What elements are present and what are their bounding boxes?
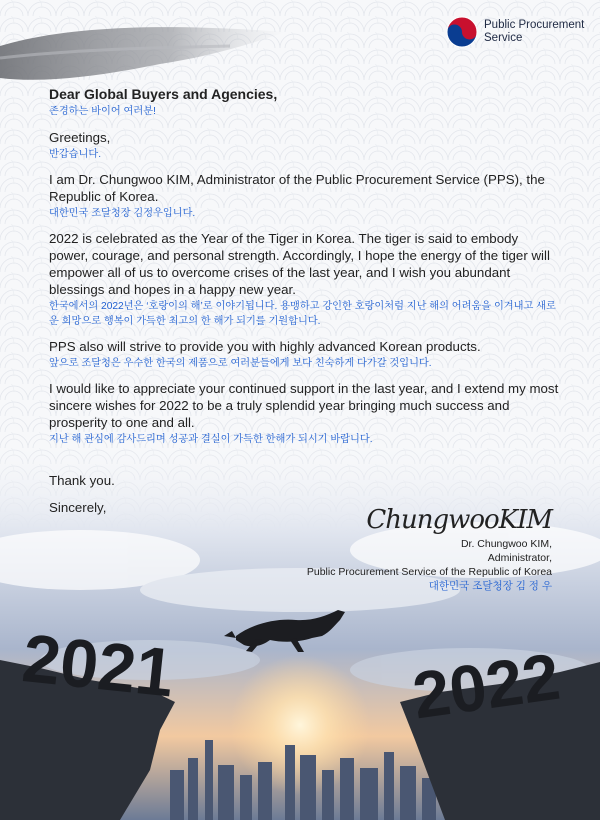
year-2022-text: 2022	[408, 638, 565, 733]
sincerely-text: Sincerely,	[49, 500, 107, 515]
paragraph-3	[49, 338, 559, 371]
taegeuk-logo-icon	[446, 16, 478, 48]
logo-line-1: Public Procurement	[484, 19, 585, 31]
paragraph-4-ko: 지난 해 관심에 감사드리며 성공과 결실이 가득한 한해가 되시기 바랍니다.	[49, 434, 373, 445]
signer-title: Administrator,	[487, 552, 552, 564]
salutation-block	[49, 86, 559, 119]
year-2021-text: 2021	[18, 620, 178, 712]
paragraph-4-en: I would like to appreciate your continued support in the last year, and I extend my most sincere wishes for 2022 to be a truly splendid year bringing much success and prosperity to one and all.	[49, 381, 559, 430]
letter-body	[49, 86, 559, 456]
paragraph-2-ko: 한국에서의 2022년은 ‘호랑이의 해’로 이야기됩니다. 용맹하고 강인한 호랑이처럼 지난 해의 어려움을 이겨내고 새로운 희망으로 행복이 가득한 최고의 한 해가 되기를 기원합니다.	[49, 301, 556, 327]
handwritten-signature: ChungwooKIM	[366, 505, 552, 535]
paragraph-2-en: 2022 is celebrated as the Year of the Tiger in Korea. The tiger is said to embody power, courage, and personal strength. Accordingly, I hope the energy of the tiger will empower all of us to overcome crises of the last year, and I wish you abundant blessings and hopes in a happy new year.	[49, 231, 550, 297]
paragraph-1	[49, 171, 559, 221]
paragraph-2	[49, 230, 559, 329]
greeting-ko: 반갑습니다.	[49, 149, 102, 160]
paragraph-1-ko: 대한민국 조달청장 김정우입니다.	[49, 208, 196, 219]
signer-organization: Public Procurement Service of the Republic of Korea	[306, 566, 552, 578]
thank-you-text: Thank you.	[49, 473, 115, 488]
salutation-ko: 존경하는 바이어 여러분!	[49, 106, 156, 117]
pps-logo	[446, 16, 586, 48]
paragraph-3-ko: 앞으로 조달청은 우수한 한국의 제품으로 여러분들에게 보다 친숙하게 다가갈 것입니다.	[49, 358, 432, 369]
greeting-en: Greetings,	[49, 130, 111, 145]
signer-name: Dr. Chungwoo KIM,	[460, 538, 552, 550]
paragraph-1-en: I am Dr. Chungwoo KIM, Administrator of the Public Procurement Service (PPS), the Republic of Korea.	[49, 172, 545, 204]
signer-korean: 대한민국 조달청장 김 정 우	[428, 580, 552, 592]
paragraph-3-en: PPS also will strive to provide you with highly advanced Korean products.	[49, 339, 481, 354]
greeting-block	[49, 129, 559, 162]
logo-line-2: Service	[484, 32, 523, 44]
ink-brush-stroke	[0, 18, 290, 88]
salutation-en: Dear Global Buyers and Agencies,	[49, 86, 278, 102]
signature-block	[232, 505, 552, 593]
paragraph-4	[49, 380, 559, 447]
logo-text	[484, 19, 584, 45]
closing-block	[49, 472, 115, 526]
